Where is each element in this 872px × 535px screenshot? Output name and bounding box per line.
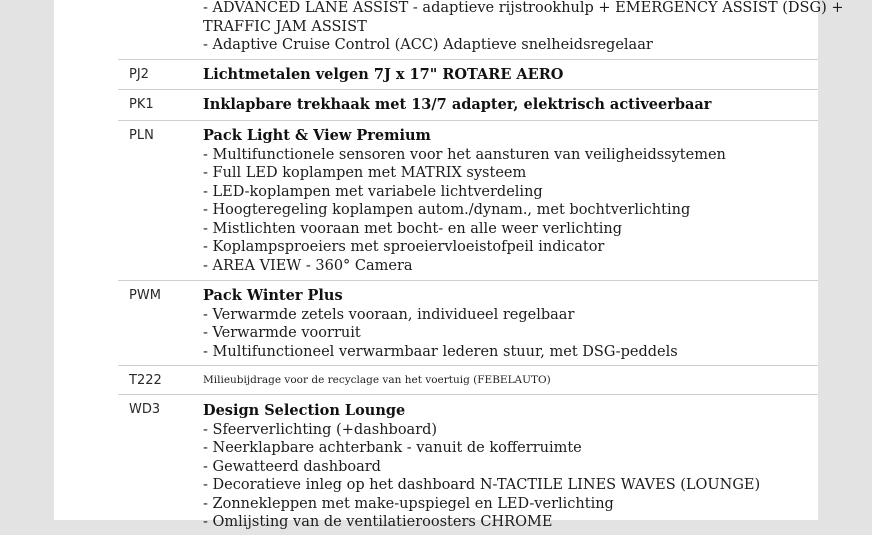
option-code: PWM xyxy=(129,288,161,303)
option-code: PK1 xyxy=(129,97,154,112)
option-content xyxy=(203,127,813,276)
option-item: - Sfeerverlichting (+dashboard) xyxy=(203,421,438,438)
option-row-pk1 xyxy=(118,89,818,121)
option-item: - Full LED koplampen met MATRIX systeem xyxy=(203,165,527,182)
option-code: PLN xyxy=(129,128,154,143)
option-row-pwm xyxy=(118,280,818,366)
option-title: Pack Winter Plus xyxy=(203,287,343,304)
option-item: - Verwarmde zetels vooraan, individueel regelbaar xyxy=(203,306,575,323)
option-item: - Gewatteerd dashboard xyxy=(203,458,381,475)
option-item: - Verwarmde voorruit xyxy=(203,325,361,342)
option-content xyxy=(203,402,813,532)
option-content xyxy=(203,66,813,85)
option-item: - Multifunctioneel verwarmbaar lederen stuur, met DSG-peddels xyxy=(203,343,678,360)
option-title: Lichtmetalen velgen 7J x 17" ROTARE AERO xyxy=(203,66,564,83)
option-title: Pack Light & View Premium xyxy=(203,127,431,144)
option-item: - Omlijsting van de ventilatieroosters CHROME xyxy=(203,514,553,531)
option-item: - Decoratieve inleg op het dashboard N-TACTILE LINES WAVES (LOUNGE) xyxy=(203,477,761,494)
option-code: PJ2 xyxy=(129,67,149,82)
option-row-t222 xyxy=(118,365,818,395)
option-content xyxy=(203,0,844,55)
option-code: WD3 xyxy=(129,402,161,417)
option-item: - Hoogteregeling koplampen autom./dynam., met bochtverlichting xyxy=(203,202,691,219)
option-content xyxy=(203,96,813,115)
option-item: - AREA VIEW - 360° Camera xyxy=(203,258,413,275)
document-page xyxy=(54,0,844,531)
option-row-pj2 xyxy=(118,59,818,90)
option-small-text: Milieubijdrage voor de recyclage van het voertuig (FEBELAUTO) xyxy=(203,374,551,386)
option-row-pln xyxy=(118,120,818,281)
option-code: T222 xyxy=(129,373,162,388)
option-item: - Neerklapbare achterbank - vanuit de kofferruimte xyxy=(203,440,582,457)
option-item: - Adaptive Cruise Control (ACC) Adaptieve snelheidsregelaar xyxy=(203,37,653,54)
option-item: - ADVANCED LANE ASSIST - adaptieve rijstrookhulp + EMERGENCY ASSIST (DSG) + xyxy=(203,0,844,16)
option-content xyxy=(203,373,813,387)
option-row-continued xyxy=(118,0,844,59)
option-item: - LED-koplampen met variabele lichtverdeling xyxy=(203,183,543,200)
option-item: - Mistlichten vooraan met bocht- en alle weer verlichting xyxy=(203,220,623,237)
option-item: - Multifunctionele sensoren voor het aansturen van veiligheidssytemen xyxy=(203,146,726,163)
option-item: - Koplampsproeiers met sproeiervloeistofpeil indicator xyxy=(203,239,605,256)
option-title: Inklapbare trekhaak met 13/7 adapter, elektrisch activeerbaar xyxy=(203,96,712,113)
option-item: - Zonnekleppen met make-upspiegel en LED-verlichting xyxy=(203,495,614,512)
option-row-wd3 xyxy=(118,394,818,535)
option-title: Design Selection Lounge xyxy=(203,402,406,419)
option-item: TRAFFIC JAM ASSIST xyxy=(203,18,367,35)
option-content xyxy=(203,287,813,361)
